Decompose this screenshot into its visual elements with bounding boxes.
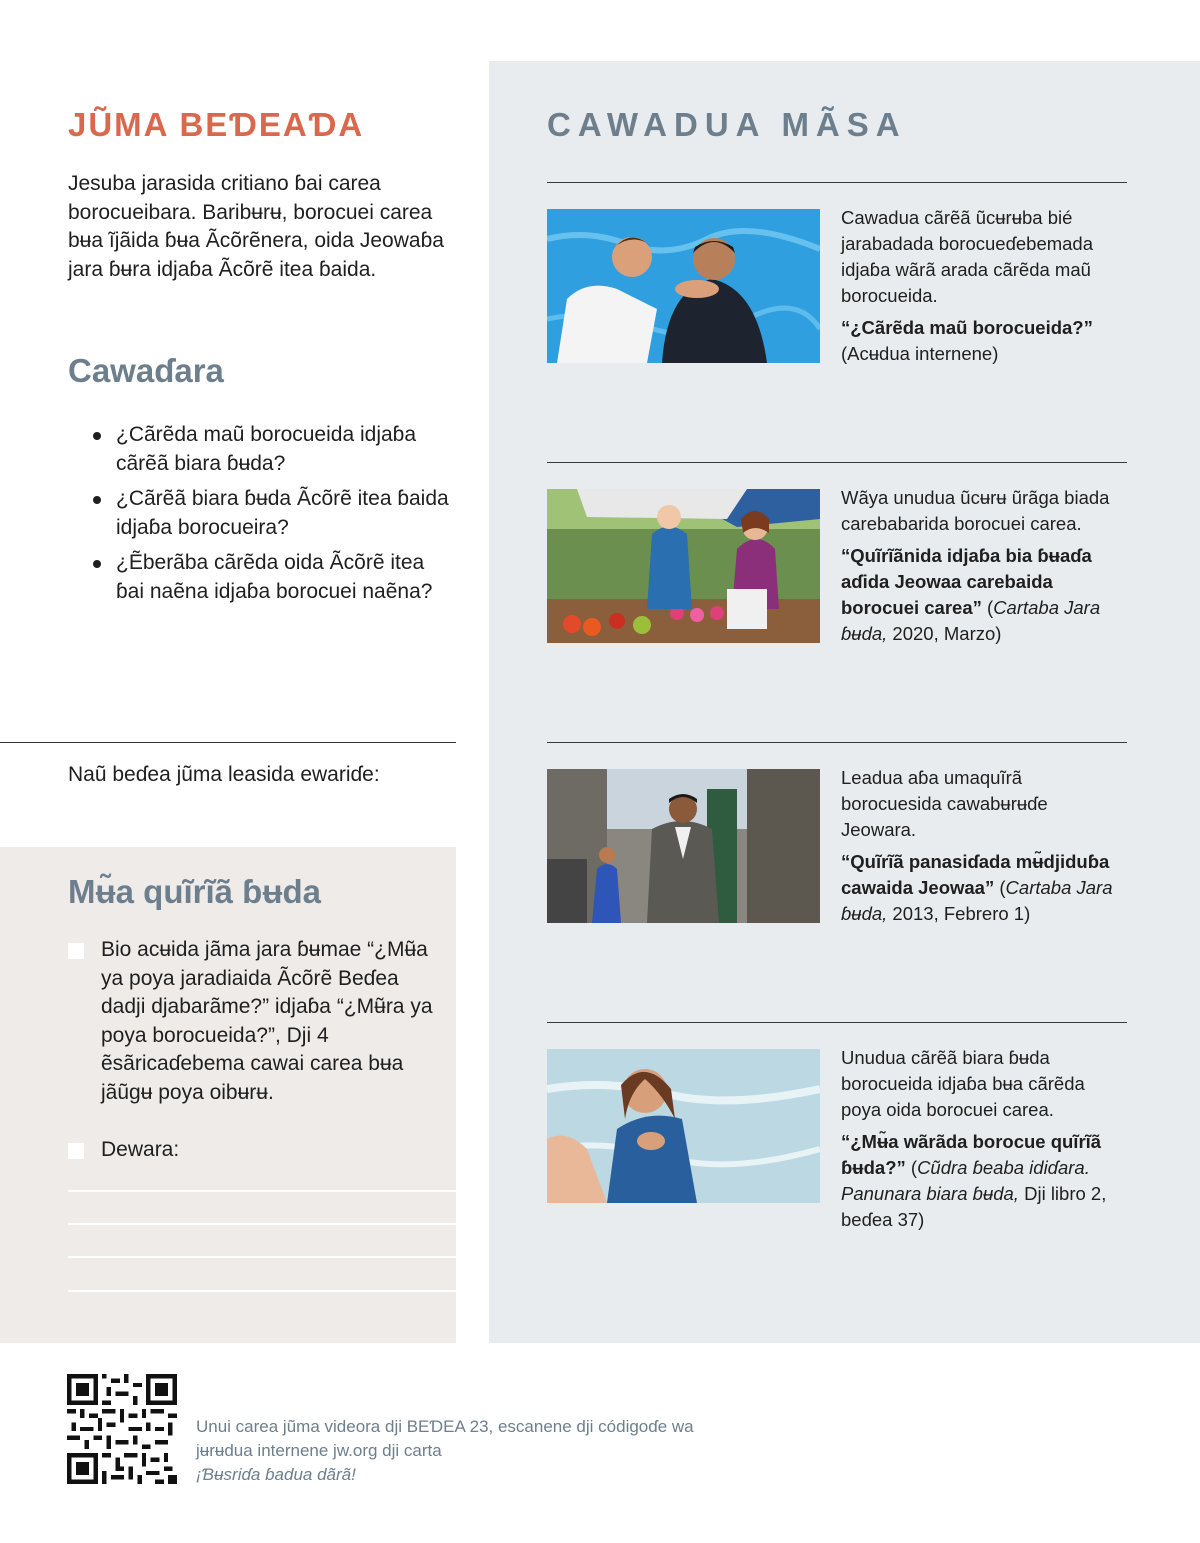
young-woman-baptism-photo: [547, 1049, 820, 1203]
resource-description: Wãya unudua ũcʉrʉ ũrãga biada carebabarida borocuei carea.: [841, 487, 1110, 534]
writing-line: [68, 1223, 456, 1225]
explore-heading: CAWADUA MÃSA: [547, 106, 907, 143]
writing-line: [68, 1190, 456, 1192]
goals-panel: [0, 847, 456, 1343]
resource-title[interactable]: “¿Mʉ̃a wãrãda borocue quĩrĩã ɓʉda?”: [841, 1131, 1102, 1178]
question-item: ¿Cãrẽã biara ɓʉda Ãcõrẽ itea ɓaida idjaɓa borocueira?: [93, 485, 453, 542]
resource-title[interactable]: “Quĩrĩã panasiɗada mʉ̃djiduɓa cawaida Jeowaa”: [841, 851, 1110, 898]
goal-item-text: Bio acʉida jãma jara ɓʉmae “¿Mʉ̃a ya poya jaradiaida Ãcõrẽ Beɗea dadji djabarãme?” idjaɓa “¿Mʉ̃ra ya poya borocueida?”, Dji 4 ẽsãricaɗebema cawai carea bʉa jãũgʉ poya oibʉrʉ.: [101, 938, 433, 1104]
divider: [547, 1022, 1127, 1023]
left-column: [0, 0, 456, 1343]
resource-item: [841, 205, 1126, 367]
goal-checkbox[interactable]: [68, 1143, 84, 1159]
video-note: Unui carea jũma videora dji BEƊEA 23, escanene dji códigoɗe wa jʉrʉdua internene jw.org dji carta ¡Ɓʉsriɗa ɓadua dãrã!: [196, 1417, 694, 1484]
publication-name: Cũdra ɓeaba idiɗara. Panunara biara ɓʉda,: [841, 1157, 1090, 1204]
closing-phrase: ¡Ɓʉsriɗa ɓadua dãrã!: [196, 1465, 356, 1484]
divider: [547, 182, 1127, 183]
resource-description: Cawadua cãrẽã ũcʉrʉba bié jarabadada borocueɗebemada idjaɓa wãrã arada cãrẽda maũ borocueida.: [841, 207, 1094, 306]
divider: [547, 742, 1127, 743]
resource-description: Leadua aɓa umaquĩrã borocuesida cawabʉrʉɗe Jeowara.: [841, 767, 1048, 840]
writing-line: [68, 1256, 456, 1258]
lesson-kicker: JŨMA BEƊEAƊA: [68, 106, 365, 143]
intro-paragraph: Jesuba jarasida critiano ɓai carea borocueibara. Baribʉrʉ, borocuei carea bʉa ĩjãida ɓʉa Ãcõrẽnera, oida Jeowaɓa jara ɓʉra idjaɓa Ãcõrẽ itea ɓaida.: [68, 172, 444, 281]
goal-other-label: Dewara:: [101, 1138, 180, 1161]
resource-item: Unudua cãrẽã biara ɓʉda borocueida idjaɓa bʉa cãrẽda poya oida borocuei carea. “¿Mʉ̃a wãrãda borocue quĩrĩã ɓʉda?” (Cũdra ɓeaba idiɗara. Panunara biara ɓʉda, Dji libro 2, beɗea 37): [841, 1045, 1126, 1233]
resource-item: Leadua aɓa umaquĩrã borocuesida cawabʉrʉɗe Jeowara. “Quĩrĩã panasiɗada mʉ̃djiduɓa cawaida Jeowaa” (Cartaba Jara ɓʉda, 2013, Febrero 1): [841, 765, 1126, 927]
bullet-icon: [93, 496, 101, 504]
question-item: ¿Cãrẽda maũ borocueida idjaɓa cãrẽã biara ɓʉda?: [93, 421, 453, 478]
goal-checkbox[interactable]: [68, 943, 84, 959]
reading-date-label: Naũ beɗea jũma leasida ewariɗe:: [68, 763, 380, 786]
market-witnessing-photo: [547, 489, 820, 643]
bullet-icon: [93, 560, 101, 568]
resource-item: Wãya unudua ũcʉrʉ ũrãga biada carebabarida borocuei carea. “Quĩrĩãnida idjaɓa bia ɓʉaɗa aɗida Jeowaa carebaida borocuei carea” (Cartaba Jara ɓʉda, 2020, Marzo): [841, 485, 1126, 647]
resource-source: (Acʉdua internene): [841, 343, 999, 364]
explore-panel: [489, 61, 1200, 1343]
divider: [0, 742, 456, 743]
city-street-photo: [547, 769, 820, 923]
qr-code-icon[interactable]: [67, 1374, 177, 1484]
baptism-pool-photo: [547, 209, 820, 363]
writing-line: [68, 1290, 456, 1292]
questions-list: [93, 421, 453, 613]
publication-name: Cartaba Jara ɓʉda,: [841, 597, 1101, 644]
resource-title[interactable]: “¿Cãrẽda maũ borocueida?”: [841, 317, 1093, 338]
bullet-icon: [93, 432, 101, 440]
question-item: ¿Ẽberãba cãrẽda oida Ãcõrẽ itea ɓai naẽna idjaɓa borocuei naẽna?: [93, 549, 453, 606]
resource-description: Unudua cãrẽã biara ɓʉda borocueida idjaɓa bʉa cãrẽda poya oida borocuei carea.: [841, 1047, 1085, 1120]
divider: [547, 462, 1127, 463]
questions-heading: Cawaɗara: [68, 352, 224, 389]
resource-title[interactable]: “Quĩrĩãnida idjaɓa bia ɓʉaɗa aɗida Jeowaa carebaida borocuei carea”: [841, 545, 1092, 618]
publication-name: Cartaba Jara ɓʉda,: [841, 877, 1113, 924]
goals-heading: Mʉ̃a quĩrĩã ɓʉda: [68, 873, 322, 910]
